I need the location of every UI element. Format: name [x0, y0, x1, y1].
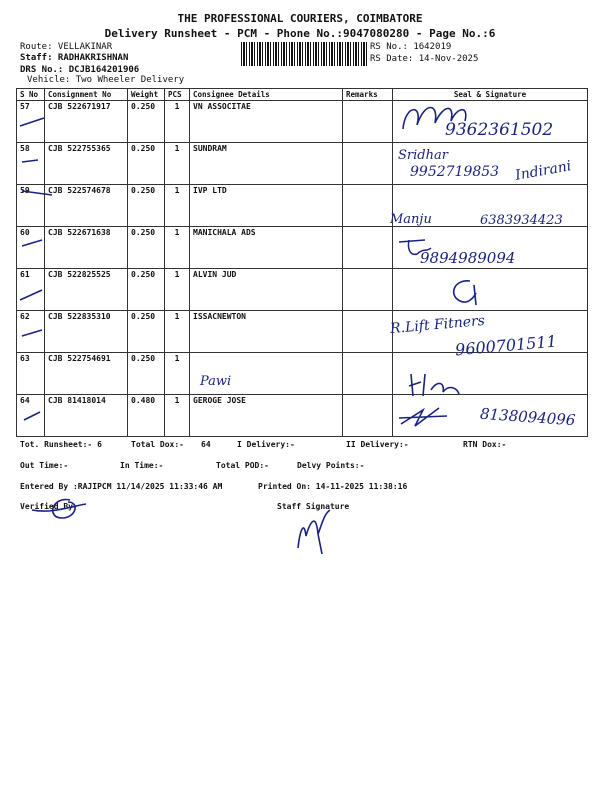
out-time: Out Time:- [20, 461, 69, 470]
cell-pcs: 1 [165, 353, 190, 395]
handwritten-phone-58: 9952719853 [410, 164, 500, 180]
handwritten-phone-60b: 9894989094 [420, 249, 516, 267]
table-row [17, 269, 588, 311]
table-header-row [17, 89, 588, 101]
cell-sno: 61 [17, 269, 45, 311]
cell-weight: 0.250 [128, 353, 165, 395]
cell-pcs: 1 [165, 395, 190, 437]
col-consignee: Consignee Details [190, 89, 343, 101]
cell-remarks [343, 269, 393, 311]
cell-remarks [343, 143, 393, 185]
col-pcs: PCS [165, 89, 190, 101]
cell-pcs: 1 [165, 185, 190, 227]
cell-consignee: VN ASSOCITAE [190, 101, 343, 143]
handwritten-note-63: Pawi [200, 374, 232, 389]
cell-pcs: 1 [165, 101, 190, 143]
cell-pcs: 1 [165, 269, 190, 311]
total-pod: Total POD:- [216, 461, 269, 470]
cell-signature [393, 269, 588, 311]
col-consignment: Consignment No [45, 89, 128, 101]
barcode [241, 42, 367, 66]
table-row [17, 353, 588, 395]
cell-remarks [343, 185, 393, 227]
cell-signature [393, 353, 588, 395]
cell-remarks [343, 311, 393, 353]
tot-runsheet: Tot. Runsheet:- 6 [20, 440, 102, 449]
rs-number: RS No.: 1642019 [370, 42, 452, 52]
cell-consignment: CJB 81418014 [45, 395, 128, 437]
cell-weight: 0.250 [128, 311, 165, 353]
handwritten-name-60: Manju [390, 212, 432, 227]
staff-signature-label: Staff Signature [277, 502, 350, 511]
cell-weight: 0.250 [128, 143, 165, 185]
cell-consignee: MANICHALA ADS [190, 227, 343, 269]
cell-consignee: SUNDRAM [190, 143, 343, 185]
in-time: In Time:- [120, 461, 164, 470]
cell-weight: 0.250 [128, 227, 165, 269]
table-row [17, 143, 588, 185]
cell-consignment: CJB 522755365 [45, 143, 128, 185]
handwritten-phone-64: 8138094096 [479, 404, 576, 430]
cell-consignee: IVP LTD [190, 185, 343, 227]
cell-pcs: 1 [165, 227, 190, 269]
cell-consignment: CJB 522574678 [45, 185, 128, 227]
vehicle-label: Vehicle: Two Wheeler Delivery [27, 75, 185, 85]
cell-sno: 63 [17, 353, 45, 395]
cell-pcs: 1 [165, 311, 190, 353]
handwritten-note-58: Indirani [514, 158, 573, 184]
col-remarks: Remarks [343, 89, 393, 101]
cell-consignment: CJB 522671917 [45, 101, 128, 143]
total-dox-label: Total Dox:- [131, 440, 184, 449]
cell-consignee: GEROGE JOSE [190, 395, 343, 437]
handwritten-name-62: R.Lift Fitners [389, 312, 486, 338]
runsheet-subtitle: Delivery Runsheet - PCM - Phone No.:9047080280 - Page No.:6 [104, 27, 496, 40]
delvy-points: Delvy Points:- [297, 461, 365, 470]
cell-weight: 0.250 [128, 185, 165, 227]
cell-pcs: 1 [165, 143, 190, 185]
col-weight: Weight [128, 89, 165, 101]
company-title: THE PROFESSIONAL COURIERS, COIMBATORE [177, 12, 423, 25]
cell-remarks [343, 227, 393, 269]
cell-consignment: CJB 522754691 [45, 353, 128, 395]
rtn-dox: RTN Dox:- [463, 440, 507, 449]
col-sno: S No [17, 89, 45, 101]
cell-consignment: CJB 522835310 [45, 311, 128, 353]
cell-sno: 64 [17, 395, 45, 437]
cell-weight: 0.250 [128, 101, 165, 143]
cell-remarks [343, 395, 393, 437]
cell-consignment: CJB 522671638 [45, 227, 128, 269]
printed-on: Printed On: 14-11-2025 11:38:16 [258, 482, 408, 491]
total-dox-value: 64 [201, 440, 211, 449]
drs-label: DRS No.: DCJB164201906 [20, 65, 140, 75]
cell-sno: 62 [17, 311, 45, 353]
handwritten-phone-60: 6383934423 [480, 213, 563, 228]
handwritten-phone-62: 9600701511 [454, 331, 558, 360]
cell-consignment: CJB 522825525 [45, 269, 128, 311]
cell-sno: 57 [17, 101, 45, 143]
route-label: Route: VELLAKINAR [20, 42, 113, 52]
cell-weight: 0.480 [128, 395, 165, 437]
cell-weight: 0.250 [128, 269, 165, 311]
cell-remarks [343, 353, 393, 395]
cell-sno: 58 [17, 143, 45, 185]
cell-remarks [343, 101, 393, 143]
cell-consignee: ISSACNEWTON [190, 311, 343, 353]
entered-by: Entered By :RAJIPCM 11/14/2025 11:33:46 AM [20, 482, 223, 491]
cell-sno: 59 [17, 185, 45, 227]
rs-date: RS Date: 14-Nov-2025 [370, 54, 479, 64]
handwritten-name-58: Sridhar [398, 148, 448, 163]
ii-delivery: II Delivery:- [346, 440, 409, 449]
i-delivery: I Delivery:- [237, 440, 295, 449]
cell-consignee: ALVIN JUD [190, 269, 343, 311]
staff-label: Staff: RADHAKRISHNAN [20, 53, 129, 63]
verified-by-label: Verified By [20, 502, 73, 511]
cell-sno: 60 [17, 227, 45, 269]
handwritten-phone-57: 9362361502 [445, 120, 554, 140]
col-seal-signature: Seal & Signature [393, 89, 588, 101]
